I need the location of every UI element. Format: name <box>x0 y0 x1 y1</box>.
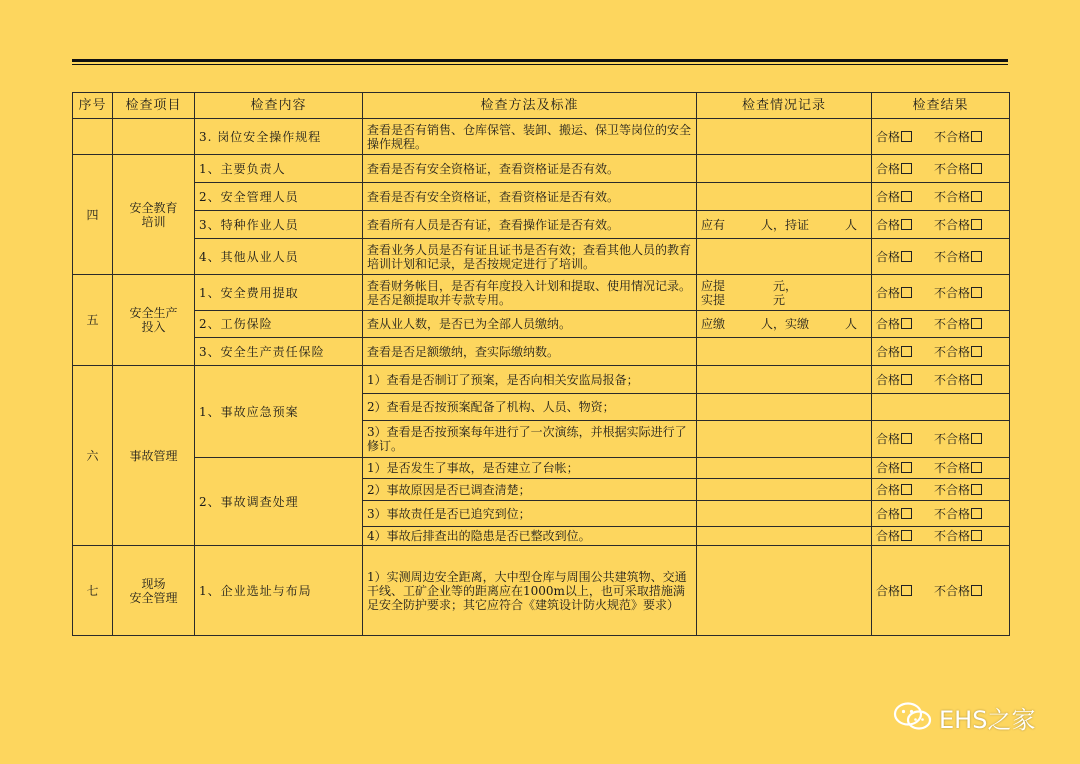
pass-label: 合格 <box>876 583 901 598</box>
wechat-icon <box>893 701 933 733</box>
header-method: 检查方法及标准 <box>363 93 697 119</box>
fail-checkbox[interactable] <box>971 287 982 298</box>
fail-checkbox[interactable] <box>971 433 982 444</box>
record-cell <box>697 501 872 527</box>
pass-label: 合格 <box>876 189 901 204</box>
standard-cell: 1）是否发生了事故，是否建立了台帐； <box>363 458 697 479</box>
fail-label: 不合格 <box>934 482 971 497</box>
content-cell: 2、安全管理人员 <box>195 183 363 211</box>
record-cell <box>697 479 872 501</box>
table-row <box>73 155 1010 183</box>
watermark-text: EHS之家 <box>939 705 1036 734</box>
fail-checkbox[interactable] <box>971 251 982 262</box>
fail-checkbox[interactable] <box>971 462 982 473</box>
pass-label: 合格 <box>876 461 901 475</box>
content-cell: 1、安全费用提取 <box>195 275 363 311</box>
record-cell <box>697 239 872 275</box>
header-result: 检查结果 <box>872 93 1010 119</box>
fail-label: 不合格 <box>934 217 971 232</box>
standard-cell: 1）实测周边安全距离，大中型仓库与周围公共建筑物、交通干线、工矿企业等的距离应在1000m以上，也可采取措施满足安全防护要求；其它应符合《建筑设计防火规范》要求） <box>363 546 697 636</box>
result-cell <box>872 239 1010 275</box>
fail-checkbox[interactable] <box>971 374 982 385</box>
section-item: 事故管理 <box>113 366 195 546</box>
record-cell: 应提 元， 实提 元 <box>697 275 872 311</box>
result-cell <box>872 366 1010 394</box>
result-cell <box>872 211 1010 239</box>
result-cell <box>872 479 1010 501</box>
pass-label: 合格 <box>876 285 901 300</box>
standard-cell: 查看是否有销售、仓库保管、装卸、搬运、保卫等岗位的安全操作规程。 <box>363 119 697 155</box>
watermark <box>893 700 1035 734</box>
pass-checkbox[interactable] <box>901 219 912 230</box>
top-rule-thin <box>72 64 1008 65</box>
pass-checkbox[interactable] <box>901 346 912 357</box>
result-cell <box>872 119 1010 155</box>
record-cell <box>697 546 872 636</box>
content-cell: 1、企业选址与布局 <box>195 546 363 636</box>
result-cell <box>872 501 1010 527</box>
record-cell <box>697 119 872 155</box>
standard-cell: 2）事故原因是否已调查清楚； <box>363 479 697 501</box>
standard-cell: 查看所有人员是否有证，查看操作证是否有效。 <box>363 211 697 239</box>
record-cell <box>697 458 872 479</box>
record-cell <box>697 338 872 366</box>
fail-label: 不合格 <box>934 317 971 331</box>
standard-cell: 查看是否有安全资格证，查看资格证是否有效。 <box>363 155 697 183</box>
fail-checkbox[interactable] <box>971 163 982 174</box>
pass-label: 合格 <box>876 249 901 264</box>
table-row <box>73 338 1010 366</box>
result-cell <box>872 527 1010 546</box>
fail-label: 不合格 <box>934 129 971 144</box>
section-no: 六 <box>73 366 113 546</box>
pass-label: 合格 <box>876 217 901 232</box>
fail-checkbox[interactable] <box>971 530 982 541</box>
standard-cell: 3）查看是否按预案每年进行了一次演练，并根据实际进行了修订。 <box>363 421 697 458</box>
pass-checkbox[interactable] <box>901 131 912 142</box>
content-cell: 2、事故调查处理 <box>195 458 363 546</box>
result-cell <box>872 546 1010 636</box>
standard-cell: 2）查看是否按预案配备了机构、人员、物资； <box>363 394 697 421</box>
pass-checkbox[interactable] <box>901 287 912 298</box>
standard-cell: 查从业人数，是否已为全部人员缴纳。 <box>363 311 697 338</box>
standard-cell: 查看是否足额缴纳，查实际缴纳数。 <box>363 338 697 366</box>
fail-label: 不合格 <box>934 506 971 521</box>
result-cell <box>872 421 1010 458</box>
fail-label: 不合格 <box>934 529 971 543</box>
pass-checkbox[interactable] <box>901 318 912 329</box>
content-cell: 3、安全生产责任保险 <box>195 338 363 366</box>
section-no: 七 <box>73 546 113 636</box>
pass-checkbox[interactable] <box>901 484 912 495</box>
pass-checkbox[interactable] <box>901 374 912 385</box>
standard-cell: 3）事故责任是否已追究到位； <box>363 501 697 527</box>
fail-label: 不合格 <box>934 583 971 598</box>
fail-label: 不合格 <box>934 189 971 204</box>
table-row <box>73 546 1010 636</box>
pass-checkbox[interactable] <box>901 508 912 519</box>
standard-cell: 查看是否有安全资格证，查看资格证是否有效。 <box>363 183 697 211</box>
table-row <box>73 458 1010 479</box>
fail-label: 不合格 <box>934 285 971 300</box>
table-header-row <box>73 93 1010 119</box>
pass-checkbox[interactable] <box>901 530 912 541</box>
standard-cell: 1）查看是否制订了预案，是否向相关安监局报备； <box>363 366 697 394</box>
table-row <box>73 119 1010 155</box>
record-cell: 应缴 人，实缴 人 <box>697 311 872 338</box>
section-no: 五 <box>73 275 113 366</box>
fail-label: 不合格 <box>934 461 971 475</box>
fail-label: 不合格 <box>934 161 971 176</box>
header-no: 序号 <box>73 93 113 119</box>
pass-label: 合格 <box>876 432 901 446</box>
table-row <box>73 183 1010 211</box>
fail-label: 不合格 <box>934 344 971 359</box>
section-item: 现场 安全管理 <box>113 546 195 636</box>
fail-checkbox[interactable] <box>971 219 982 230</box>
pass-checkbox[interactable] <box>901 462 912 473</box>
record-cell <box>697 155 872 183</box>
standard-cell: 查看财务帐目，是否有年度投入计划和提取、使用情况记录。是否足额提取并专款专用。 <box>363 275 697 311</box>
standard-cell: 查看业务人员是否有证且证书是否有效；查看其他人员的教育培训计划和记录，是否按规定进行了培训。 <box>363 239 697 275</box>
result-cell <box>872 394 1010 421</box>
pass-label: 合格 <box>876 129 901 144</box>
header-item: 检查项目 <box>113 93 195 119</box>
header-content: 检查内容 <box>195 93 363 119</box>
result-cell <box>872 311 1010 338</box>
inspection-table <box>72 92 1010 636</box>
standard-cell: 4）事故后排查出的隐患是否已整改到位。 <box>363 527 697 546</box>
pass-checkbox[interactable] <box>901 191 912 202</box>
record-cell: 应有 人，持证 人 <box>697 211 872 239</box>
fail-checkbox[interactable] <box>971 346 982 357</box>
fail-checkbox[interactable] <box>971 318 982 329</box>
pass-checkbox[interactable] <box>901 251 912 262</box>
content-cell: 1、主要负责人 <box>195 155 363 183</box>
pass-label: 合格 <box>876 161 901 176</box>
pass-label: 合格 <box>876 317 901 331</box>
pass-label: 合格 <box>876 529 901 543</box>
record-cell <box>697 527 872 546</box>
record-cell <box>697 366 872 394</box>
fail-checkbox[interactable] <box>971 131 982 142</box>
table-row <box>73 366 1010 394</box>
item-cell <box>113 119 195 155</box>
result-cell <box>872 183 1010 211</box>
fail-label: 不合格 <box>934 249 971 264</box>
fail-checkbox[interactable] <box>971 585 982 596</box>
section-no: 四 <box>73 155 113 275</box>
record-cell <box>697 394 872 421</box>
table-row <box>73 275 1010 311</box>
top-rule-thick <box>72 59 1008 62</box>
no-cell <box>73 119 113 155</box>
record-cell <box>697 183 872 211</box>
pass-label: 合格 <box>876 372 901 387</box>
pass-label: 合格 <box>876 344 901 359</box>
content-cell: 4、其他从业人员 <box>195 239 363 275</box>
result-cell <box>872 275 1010 311</box>
content-cell: 3. 岗位安全操作规程 <box>195 119 363 155</box>
fail-checkbox[interactable] <box>971 484 982 495</box>
fail-label: 不合格 <box>934 432 971 446</box>
content-cell: 1、事故应急预案 <box>195 366 363 458</box>
pass-checkbox[interactable] <box>901 585 912 596</box>
pass-checkbox[interactable] <box>901 433 912 444</box>
table-row <box>73 239 1010 275</box>
result-cell <box>872 458 1010 479</box>
section-item: 安全教育 培训 <box>113 155 195 275</box>
fail-checkbox[interactable] <box>971 508 982 519</box>
table-row <box>73 311 1010 338</box>
pass-checkbox[interactable] <box>901 163 912 174</box>
result-cell <box>872 155 1010 183</box>
result-cell <box>872 338 1010 366</box>
content-cell: 3、特种作业人员 <box>195 211 363 239</box>
content-cell: 2、工伤保险 <box>195 311 363 338</box>
record-cell <box>697 421 872 458</box>
header-record: 检查情况记录 <box>697 93 872 119</box>
fail-label: 不合格 <box>934 372 971 387</box>
pass-label: 合格 <box>876 506 901 521</box>
fail-checkbox[interactable] <box>971 191 982 202</box>
pass-label: 合格 <box>876 482 901 497</box>
table-row <box>73 211 1010 239</box>
section-item: 安全生产 投入 <box>113 275 195 366</box>
